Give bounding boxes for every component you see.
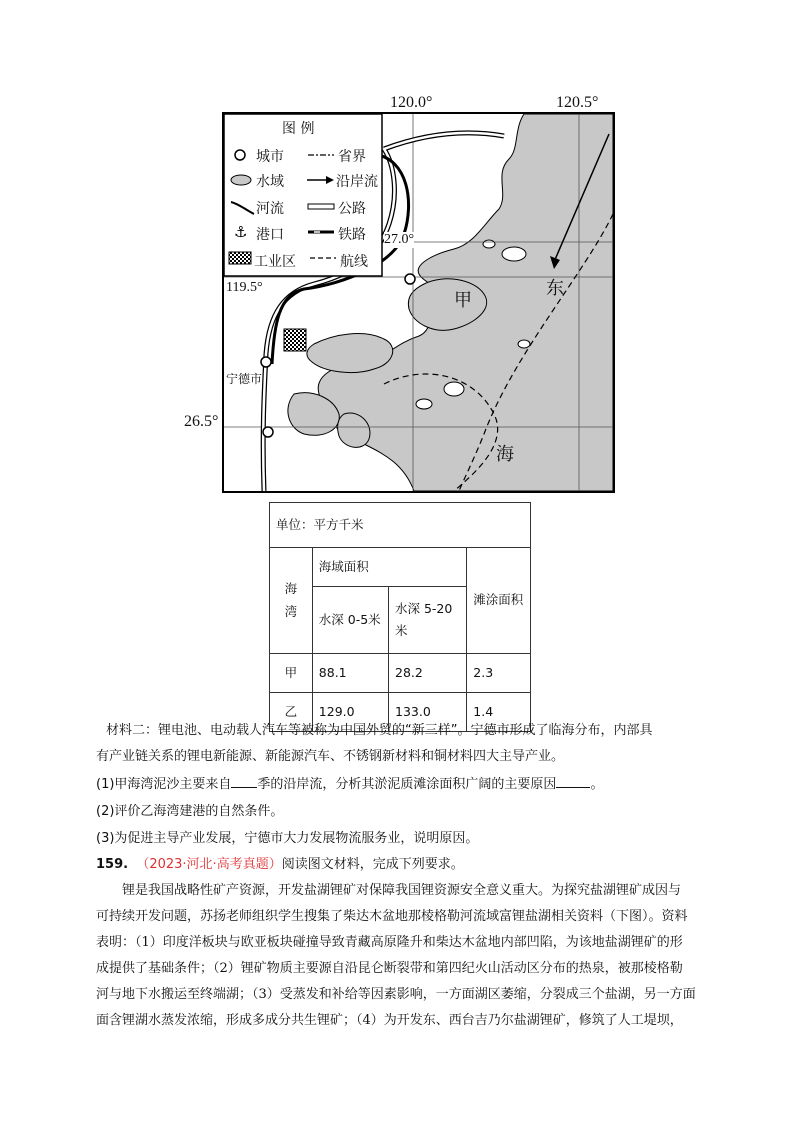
table-header-bay: 海湾: [270, 548, 313, 654]
paragraph-line: 河与地下水搬运至终端湖；（3）受蒸发和补给等因素影响，一方面湖区萎缩，分裂成三个盐湖，另一方面: [96, 987, 696, 1002]
lat-label-27: 27.0°: [384, 232, 415, 247]
question-source: （2023·河北·高考真题）: [136, 857, 282, 872]
paragraph-line: 表明：（1）印度洋板块与欧亚板块碰撞导致青藏高原隆升和柴达木盆地内部凹陷，为该地盐湖锂矿的形: [96, 935, 683, 950]
table-row: 甲 88.1 28.2 2.3: [270, 654, 531, 693]
question-1: (1)甲海湾泥沙主要来自 季的沿岸流，分析其淤泥质滩涂面积广阔的主要原因 。: [96, 772, 603, 798]
lon-label-120-5: 120.5°: [556, 94, 599, 111]
paragraph-line: 面含锂湖水蒸发浓缩，形成多成分共生锂矿；（4）为开发东、西台吉乃尔盐湖锂矿，修筑了人工堤坝，: [96, 1013, 683, 1028]
legend-label-railway: 铁路: [338, 227, 366, 243]
industrial-zone: [284, 329, 306, 351]
legend-label-river: 河流: [256, 201, 284, 217]
bay-yi: [307, 334, 393, 373]
svg-text:⚓: ⚓: [234, 223, 248, 241]
city-marker: [263, 427, 273, 437]
legend-label-current: 沿岸流: [336, 174, 378, 190]
question-instruction: 阅读图文材料，完成下列要求。: [281, 857, 464, 872]
answer-blank[interactable]: [556, 773, 590, 788]
city-marker: [261, 357, 271, 367]
paragraph-line: 锂是我国战略性矿产资源，开发盐湖锂矿对保障我国锂资源安全意义重大。为探究盐湖锂矿成因与: [122, 883, 682, 898]
table-row: 乙 129.0 133.0 1.4: [270, 693, 531, 732]
city-marker: [405, 274, 415, 284]
lat-label-119-5: 119.5°: [226, 280, 263, 295]
legend-label-industrial: 工业区: [254, 254, 296, 270]
legend-title: 图 例: [282, 121, 315, 137]
table-header-depth1: 水深 0-5米: [312, 587, 388, 654]
label-dong: 东: [546, 278, 564, 299]
table-unit: 单位：平方千米: [270, 503, 531, 548]
question-3: (3)为促进主导产业发展，宁德市大力发展物流服务业，说明原因。: [96, 831, 479, 846]
question-159-header: [96, 852, 464, 878]
legend-label-water: 水域: [256, 174, 284, 190]
paragraph-line: 成提供了基础条件；（2）锂矿物质主要源自沿昆仑断裂带和第四纪火山活动区分布的热泉，被那棱格勒: [96, 961, 683, 976]
legend-label-port: 港口: [256, 227, 284, 243]
table-header-depth2: 水深 5-20米: [389, 587, 467, 654]
answer-blank[interactable]: [231, 773, 257, 788]
material2-line2: 有产业链关系的锂电新能源、新能源汽车、不锈钢新材料和铜材料四大主导产业。: [96, 749, 565, 764]
question-2: (2)评价乙海湾建港的自然条件。: [96, 804, 284, 819]
label-hai: 海: [496, 444, 514, 465]
paragraph-line: 可持续开发问题，苏扬老师组织学生搜集了柴达木盆地那棱格勒河流域富锂盐湖相关资料（下图）。资料: [96, 909, 688, 924]
question-number: 159.: [96, 857, 129, 872]
table-header-tidal: 滩涂面积: [467, 548, 531, 654]
lat-label-26-5: 26.5°: [184, 413, 219, 430]
legend-label-province: 省界: [338, 149, 366, 165]
legend-label-highway: 公路: [338, 201, 366, 217]
bay-data-table: [269, 502, 531, 732]
material2-line1: 材料二：锂电池、电动载人汽车等被称为中国外贸的“新三样”。宁德市形成了临海分布，内部具: [106, 723, 653, 738]
label-ningde: 宁德市: [226, 372, 263, 386]
map-figure: [222, 112, 615, 493]
label-jia: 甲: [454, 290, 472, 311]
lon-label-120: 120.0°: [390, 94, 433, 111]
legend-label-city: 城市: [256, 149, 284, 165]
table-header-sea-area: 海域面积: [312, 548, 467, 587]
legend-label-route: 航线: [340, 254, 368, 270]
